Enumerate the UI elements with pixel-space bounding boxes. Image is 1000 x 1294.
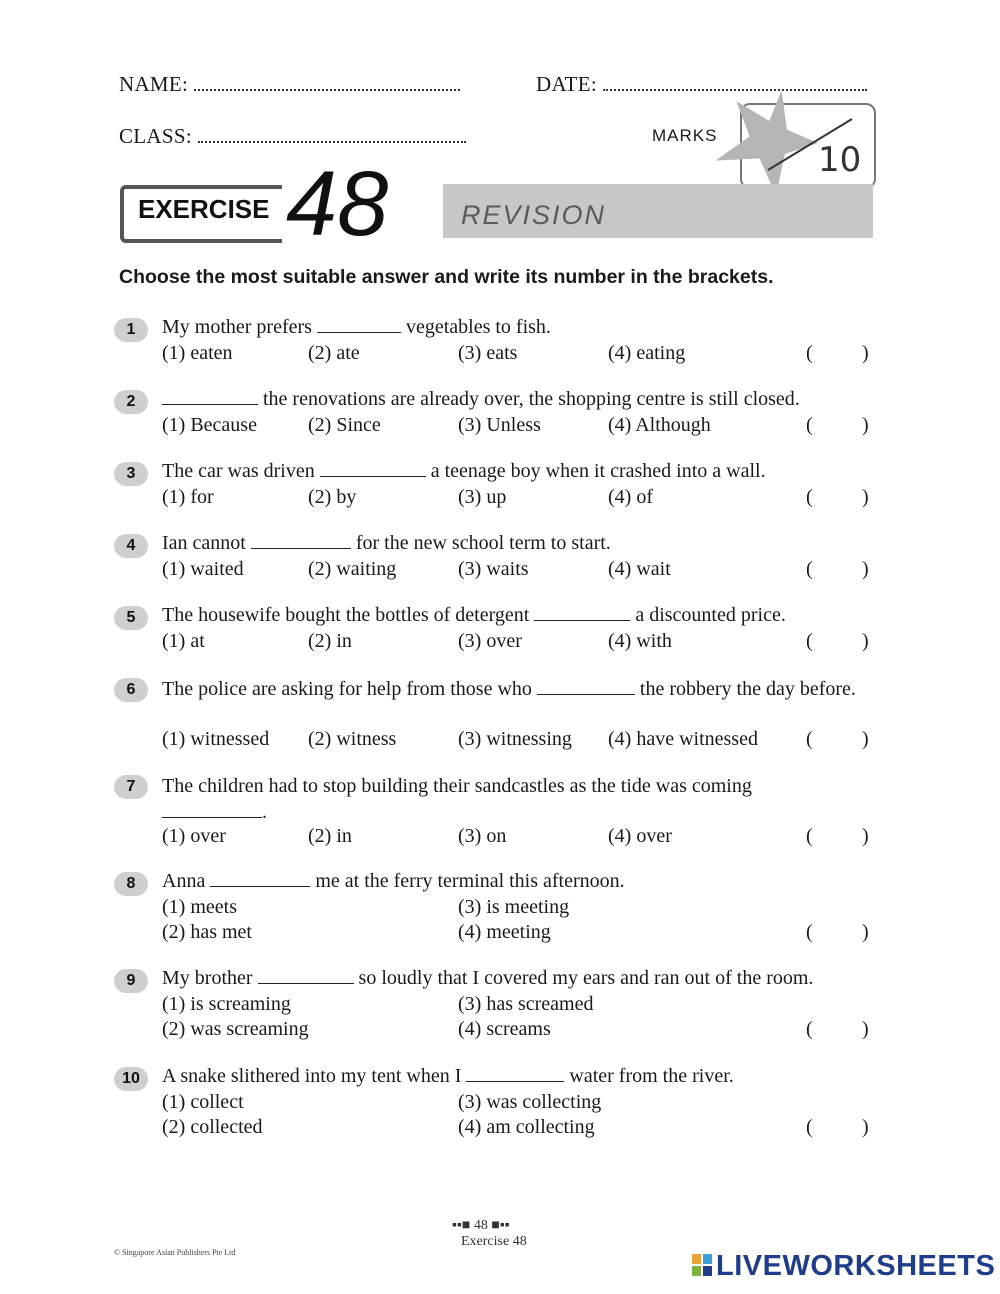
class-field [119,124,466,149]
answer-option[interactable]: (2) in [308,630,352,652]
answer-bracket-open: ( [806,1018,813,1040]
class-line[interactable] [198,125,466,143]
answer-blank[interactable] [466,1065,564,1082]
answer-bracket-open: ( [806,825,813,847]
answer-input[interactable] [822,1018,860,1042]
answer-bracket-close: ) [862,728,869,750]
class-label: CLASS: [119,124,192,148]
question-stem [162,460,874,483]
answer-input[interactable] [822,558,860,582]
answer-bracket-close: ) [862,921,869,943]
answer-option[interactable]: (3) eats [458,342,518,364]
answer-blank[interactable] [258,967,354,984]
answer-option[interactable]: (1) collect [162,1091,244,1113]
answer-option[interactable]: (2) by [308,486,357,508]
name-line[interactable] [194,73,460,91]
stem-before: My brother [162,967,253,989]
question-stem [162,316,874,339]
answer-input[interactable] [822,825,860,849]
answer-option[interactable]: (3) waits [458,558,529,580]
marks-total: 10 [818,140,862,180]
answer-option[interactable]: (1) waited [162,558,244,580]
answer-option[interactable]: (2) Since [308,414,381,436]
answer-bracket-open: ( [806,558,813,580]
exercise-number: 48 [282,158,392,250]
stem-after: . [262,801,267,823]
answer-input[interactable] [822,414,860,438]
answer-blank[interactable] [162,801,262,818]
answer-bracket-close: ) [862,558,869,580]
exercise-title: REVISION [461,200,607,230]
answer-option[interactable]: (3) has screamed [458,993,594,1015]
question-number: 5 [114,606,148,630]
date-label: DATE: [536,72,597,96]
question-number: 7 [114,775,148,799]
answer-option[interactable]: (4) eating [608,342,686,364]
answer-bracket-close: ) [862,414,869,436]
instruction: Choose the most suitable answer and write its number in the brackets. [119,266,774,288]
stem-after: for the new school term to start. [355,532,611,554]
answer-input[interactable] [822,486,860,510]
question-stem [162,388,874,411]
answer-option[interactable]: (4) with [608,630,672,652]
answer-bracket-open: ( [806,728,813,750]
answer-bracket-close: ) [862,630,869,652]
answer-bracket-open: ( [806,1116,813,1138]
answer-option[interactable]: (3) witnessing [458,728,572,750]
answer-blank[interactable] [317,316,401,333]
question-stem [162,967,874,990]
stem-before: The housewife bought the bottles of detergent [162,604,530,626]
stem-after: vegetables to fish. [405,316,551,338]
answer-input[interactable] [822,342,860,366]
stem-after: me at the ferry terminal this afternoon. [315,870,625,892]
stem-before: Anna [162,870,206,892]
answer-option[interactable]: (4) have witnessed [608,728,758,750]
brand-name: LIVEWORKSHEETS [716,1250,996,1282]
answer-option[interactable]: (3) was collecting [458,1091,602,1113]
question-number: 6 [114,678,148,702]
stem-before: The police are asking for help from those who [162,678,532,700]
question-number: 3 [114,462,148,486]
answer-option[interactable]: (2) collected [162,1116,263,1138]
answer-option[interactable]: (1) meets [162,896,237,918]
answer-blank[interactable] [251,532,351,549]
question-number: 8 [114,872,148,896]
question-number: 2 [114,390,148,414]
answer-option[interactable]: (1) Because [162,414,257,436]
answer-option[interactable]: (2) was screaming [162,1018,309,1040]
question-number: 4 [114,534,148,558]
answer-bracket-close: ) [862,825,869,847]
question-stem [162,870,874,893]
answer-option[interactable]: (3) on [458,825,507,847]
answer-option[interactable]: (1) witnessed [162,728,270,750]
answer-option[interactable]: (4) over [608,825,672,847]
answer-bracket-open: ( [806,921,813,943]
copyright: © Singapore Asian Publishers Pte Ltd [114,1248,236,1257]
answer-bracket-open: ( [806,342,813,364]
question-stem [162,676,874,702]
footer-exercise: Exercise 48 [461,1234,527,1249]
stem-after: a teenage boy when it crashed into a wall. [430,460,766,482]
answer-blank[interactable] [162,388,258,405]
question-number: 1 [114,318,148,342]
question-stem [162,532,874,555]
answer-blank[interactable] [537,678,635,695]
answer-input[interactable] [822,1116,860,1140]
question-stem [162,1065,874,1088]
answer-option[interactable]: (1) is screaming [162,993,291,1015]
question-number: 9 [114,969,148,993]
stem-before: Ian cannot [162,532,246,554]
answer-option[interactable]: (1) eaten [162,342,233,364]
answer-option[interactable]: (2) ate [308,342,360,364]
answer-option[interactable]: (3) over [458,630,522,652]
exercise-label: EXERCISE [138,194,270,224]
answer-option[interactable]: (4) screams [458,1018,551,1040]
stem-before: My mother prefers [162,316,312,338]
answer-bracket-close: ) [862,1116,869,1138]
answer-option[interactable]: (1) for [162,486,214,508]
answer-input[interactable] [822,921,860,945]
answer-blank[interactable] [320,460,426,477]
stem-after: the robbery the day before. [639,678,856,700]
name-label: NAME: [119,72,189,96]
answer-option[interactable]: (4) wait [608,558,671,580]
answer-option[interactable]: (2) has met [162,921,252,943]
answer-blank[interactable] [534,604,630,621]
answer-option[interactable]: (2) waiting [308,558,397,580]
stem-after: water from the river. [569,1065,734,1087]
answer-option[interactable]: (4) am collecting [458,1116,595,1138]
answer-option[interactable]: (3) is meeting [458,896,570,918]
stem-after: the renovations are already over, the shopping centre is still closed. [263,388,800,410]
answer-option[interactable]: (1) over [162,825,226,847]
answer-bracket-close: ) [862,342,869,364]
answer-input[interactable] [822,630,860,654]
stem-after: so loudly that I covered my ears and ran out of the room. [358,967,814,989]
answer-bracket-open: ( [806,486,813,508]
answer-option[interactable]: (2) in [308,825,352,847]
answer-input[interactable] [822,728,860,752]
answer-blank[interactable] [210,870,310,887]
page-number: ▪▪■ 48 ■▪▪ [452,1218,510,1233]
answer-bracket-close: ) [862,486,869,508]
stem-before: The car was driven [162,460,315,482]
question-number: 10 [114,1067,148,1091]
answer-option[interactable]: (4) of [608,486,653,508]
answer-option[interactable]: (3) up [458,486,507,508]
answer-option[interactable]: (4) meeting [458,921,551,943]
answer-bracket-open: ( [806,630,813,652]
marks-label: MARKS [652,126,718,145]
stem-before: The children had to stop building their sandcastles as the tide was coming [162,775,752,797]
answer-bracket-close: ) [862,1018,869,1040]
answer-option[interactable]: (1) at [162,630,205,652]
name-field [119,72,460,97]
answer-option[interactable]: (4) Although [608,414,711,436]
stem-before: A snake slithered into my tent when I [162,1065,462,1087]
answer-option[interactable]: (2) witness [308,728,397,750]
liveworksheets-logo-icon [692,1254,712,1276]
stem-after: a discounted price. [635,604,786,626]
answer-bracket-open: ( [806,414,813,436]
answer-option[interactable]: (3) Unless [458,414,541,436]
question-stem [162,604,874,627]
question-stem [162,773,874,825]
